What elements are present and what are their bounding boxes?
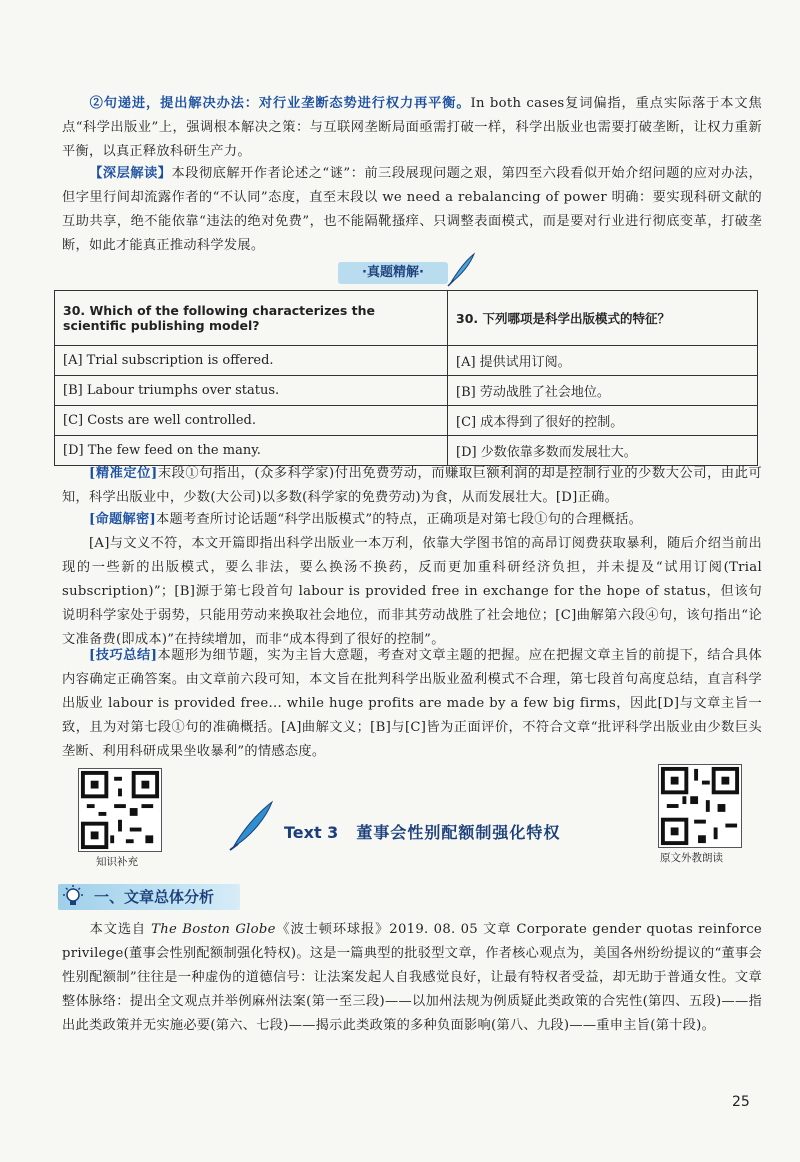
question-stem-cn: 30. 下列哪项是科学出版模式的特征？ bbox=[448, 291, 758, 346]
quill-icon bbox=[446, 252, 476, 288]
skill-summary-text: 本题形为细节题，实为主旨大意题，考查对文章主题的把握。应在把握文章主旨的前提下，结合具体内容确定正确答案。由文章前六段可知，本文旨在批判科学出版业盈利模式不合理，第七段首句高度总结，直言科学出版业 labour is provided free... while huge profits are made by a few big firms，因此[D]与文章主旨一致，且为对第七段①句的准确概括。[A]曲解文义；[B]与[C]皆为正面评价，不符合文章“批评科学出版业由少数巨头垄断、利用科研成果坐收暴利”的情感态度。 bbox=[62, 648, 762, 759]
overview-pre: 本文选自 bbox=[88, 922, 147, 937]
option-b-cn: [B] 劳动战胜了社会地位。 bbox=[448, 376, 758, 406]
option-c-cn: [C] 成本得到了很好的控制。 bbox=[448, 406, 758, 436]
option-d-cn: [D] 少数依靠多数而发展壮大。 bbox=[448, 436, 758, 466]
paragraph-option-analysis bbox=[62, 532, 762, 652]
question-design-tag: [命题解密] bbox=[88, 512, 157, 527]
table-row bbox=[55, 376, 758, 406]
qr-caption-reading: 原文外教朗读 bbox=[660, 852, 723, 864]
table-row bbox=[55, 406, 758, 436]
text3-heading bbox=[284, 820, 560, 843]
text3-title: 董事会性别配额制强化特权 bbox=[356, 823, 561, 842]
page-number: 25 bbox=[732, 1094, 750, 1110]
question-table bbox=[54, 290, 758, 466]
paragraph-question-design bbox=[62, 508, 762, 532]
deep-reading-tag: 【深层解读】 bbox=[88, 166, 172, 181]
table-row bbox=[55, 436, 758, 466]
precise-location-tag: [精准定位] bbox=[88, 466, 158, 481]
text3-label: Text 3 bbox=[284, 823, 339, 842]
section-title: 一、文章总体分析 bbox=[94, 888, 215, 906]
paragraph-precise-location bbox=[62, 462, 762, 510]
option-d-en: [D] The few feed on the many. bbox=[55, 436, 448, 466]
quill-icon bbox=[228, 800, 274, 852]
option-a-en: [A] Trial subscription is offered. bbox=[55, 346, 448, 376]
deep-reading-text: 本段彻底解开作者论述之“谜”：前三段展现问题之艰，第四至六段看似开始介绍问题的应对办法，但字里行间却流露作者的“不认同”态度，直至末段以 we need a rebalancing of power 明确：要实现科研文献的互助共享，绝不能依靠“违法的绝对免费”，也不能隔靴搔痒、只调整表面模式，而是要对行业进行彻底变革，打破垄断，如此才能真正推动科学发展。 bbox=[62, 166, 762, 253]
overview-source: The Boston Globe bbox=[151, 922, 276, 937]
qr-caption-knowledge: 知识补充 bbox=[96, 856, 138, 868]
table-row bbox=[55, 346, 758, 376]
skill-summary-tag: [技巧总结] bbox=[88, 648, 158, 663]
precise-location-text: 末段①句指出，(众多科学家)付出免费劳动，而赚取巨额利润的却是控制行业的少数大公司，由此可知，科学出版业中，少数(大公司)以多数(科学家的免费劳动)为食，从而发展壮大。[D]正确。 bbox=[62, 466, 762, 505]
table-row bbox=[55, 291, 758, 346]
lightbulb-icon bbox=[60, 884, 86, 910]
paragraph-text: In both cases复词偏指，重点实际落于本文焦点“科学出版业”上，强调根本解决之策：与互联网垄断局面亟需打破一样，科学出版业也需要打破垄断，让权力重新平衡，以真正释放科研生产力。 bbox=[62, 96, 762, 159]
qr-code-knowledge[interactable] bbox=[78, 768, 162, 852]
section-banner: ·真题精解· bbox=[338, 262, 448, 284]
question-design-text: 本题考查所讨论话题“科学出版模式”的特点，正确项是对第七段①句的合理概括。 bbox=[156, 512, 643, 527]
option-b-en: [B] Labour triumphs over status. bbox=[55, 376, 448, 406]
qr-code-reading[interactable] bbox=[658, 764, 742, 848]
paragraph-overview bbox=[62, 918, 762, 1038]
paragraph-lead: ②句递进，提出解决办法：对行业垄断态势进行权力再平衡。 bbox=[88, 96, 471, 111]
option-a-cn: [A] 提供试用订阅。 bbox=[448, 346, 758, 376]
paragraph-solution bbox=[62, 92, 762, 164]
paragraph-deep-reading bbox=[62, 162, 762, 258]
option-analysis-text: [A]与文义不符，本文开篇即指出科学出版业一本万利，依靠大学图书馆的高昂订阅费获取暴利，随后介绍当前出现的一些新的出版模式，要么非法，要么换汤不换药，反而更加重科研经济负担，并未提及“试用订阅(Trial subscription)”；[B]源于第七段首句 labour is provided free in exchange for the hope of status，但该句说明科学家处于弱势，只能用劳动来换取社会地位，而非其劳动战胜了社会地位；[C]曲解第六段④句，该句指出“论文准备费(即成本)”在持续增加，而非“成本得到了很好的控制”。 bbox=[62, 536, 762, 647]
question-stem-en: 30. Which of the following characterizes the scientific publishing model? bbox=[55, 291, 448, 346]
option-c-en: [C] Costs are well controlled. bbox=[55, 406, 448, 436]
paragraph-skill-summary bbox=[62, 644, 762, 764]
overview-text: 《波士顿环球报》2019. 08. 05 文章 Corporate gender quotas reinforce privilege(董事会性别配额制强化特权)。这是一篇典型的批驳型文章，作者核心观点为，美国各州纷纷提议的“董事会性别配额制”往往是一种虚伪的道德信号：让法案发起人自我感觉良好，让最有特权者受益，却无助于普通女性。文章整体脉络：提出全文观点并举例麻州法案(第一至三段)——以加州法规为例质疑此类政策的合宪性(第四、五段)——指出此类政策并无实施必要(第六、七段)——揭示此类政策的多种负面影响(第八、九段)——重申主旨(第十段)。 bbox=[62, 922, 762, 1033]
